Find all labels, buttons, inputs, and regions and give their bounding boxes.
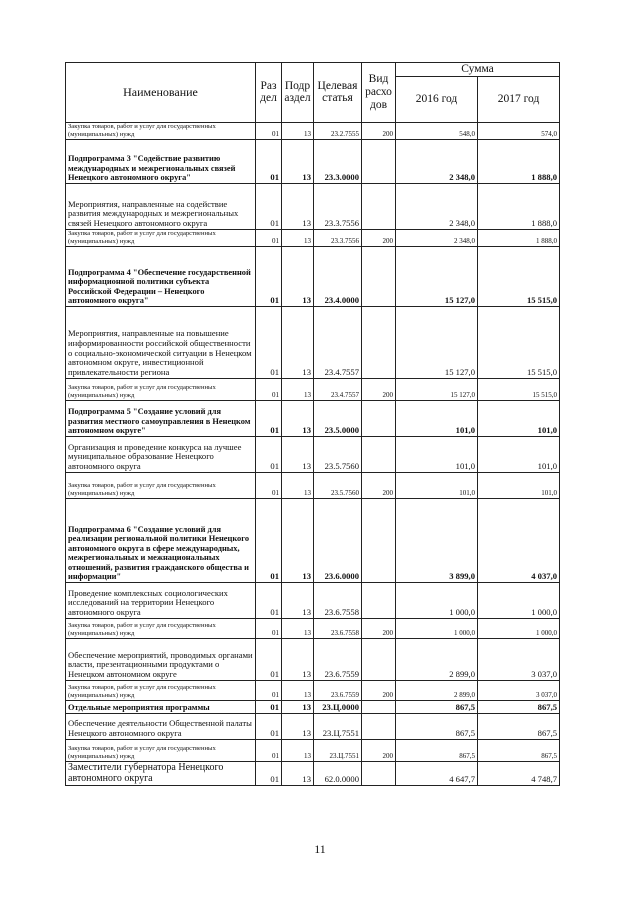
row-vid [362, 498, 396, 582]
table-row [66, 680, 560, 700]
row-target: 23.4.7557 [314, 378, 362, 400]
row-podrazdel: 13 [282, 378, 314, 400]
table-row [66, 229, 560, 246]
row-target: 23.6.7558 [314, 618, 362, 638]
row-sum-2017: 15 515,0 [478, 306, 560, 378]
row-podrazdel: 13 [282, 246, 314, 306]
table-row [66, 618, 560, 638]
row-sum-2017: 101,0 [478, 472, 560, 498]
row-name: Организация и проведение конкурса на лучшее муниципальное образование Ненецкого автономного округа [66, 436, 256, 472]
row-target: 23.Ц.0000 [314, 700, 362, 713]
row-sum-2017: 1 888,0 [478, 139, 560, 183]
row-podrazdel: 13 [282, 713, 314, 739]
row-podrazdel: 13 [282, 183, 314, 229]
row-sum-2017: 4 037,0 [478, 498, 560, 582]
row-razdel: 01 [256, 246, 282, 306]
row-vid: 200 [362, 680, 396, 700]
row-target: 23.5.7560 [314, 436, 362, 472]
row-sum-2017: 101,0 [478, 400, 560, 436]
row-sum-2016: 2 899,0 [396, 638, 478, 680]
row-sum-2016: 867,5 [396, 739, 478, 761]
row-name: Мероприятия, направленные на повышение информированности российской общественности о социально-экономической ситуации в Ненецком автономном округе, инвестиционной привлекательности региона [66, 306, 256, 378]
row-sum-2017: 1 888,0 [478, 183, 560, 229]
table-row [66, 436, 560, 472]
row-vid [362, 638, 396, 680]
row-sum-2016: 1 000,0 [396, 618, 478, 638]
row-target: 23.4.0000 [314, 246, 362, 306]
table-row [66, 246, 560, 306]
row-target: 62.0.0000 [314, 761, 362, 785]
row-target: 23.5.7560 [314, 472, 362, 498]
row-vid [362, 139, 396, 183]
row-name: Закупка товаров, работ и услуг для государственных (муниципальных) нужд [66, 472, 256, 498]
row-target: 23.Ц.7551 [314, 739, 362, 761]
row-podrazdel: 13 [282, 700, 314, 713]
row-sum-2016: 2 348,0 [396, 229, 478, 246]
table-row [66, 498, 560, 582]
row-razdel: 01 [256, 638, 282, 680]
row-sum-2016: 15 127,0 [396, 378, 478, 400]
row-sum-2017: 3 037,0 [478, 638, 560, 680]
header-podrazdel: Подр аздел [282, 63, 314, 123]
row-vid [362, 582, 396, 618]
row-razdel: 01 [256, 436, 282, 472]
row-target: 23.4.7557 [314, 306, 362, 378]
row-podrazdel: 13 [282, 761, 314, 785]
row-sum-2017: 101,0 [478, 436, 560, 472]
row-name: Закупка товаров, работ и услуг для государственных (муниципальных) нужд [66, 680, 256, 700]
row-podrazdel: 13 [282, 638, 314, 680]
row-name: Закупка товаров, работ и услуг для государственных (муниципальных) нужд [66, 618, 256, 638]
row-sum-2016: 101,0 [396, 400, 478, 436]
row-razdel: 01 [256, 378, 282, 400]
row-sum-2017: 15 515,0 [478, 246, 560, 306]
row-name: Подпрограмма 3 "Содействие развитию международных и межрегиональных связей Ненецкого автономного округа" [66, 139, 256, 183]
table-body [66, 122, 560, 785]
row-razdel: 01 [256, 680, 282, 700]
row-vid [362, 436, 396, 472]
row-razdel: 01 [256, 306, 282, 378]
row-target: 23.3.0000 [314, 139, 362, 183]
row-vid [362, 761, 396, 785]
row-podrazdel: 13 [282, 122, 314, 139]
row-name: Обеспечение деятельности Общественной палаты Ненецкого автономного округа [66, 713, 256, 739]
row-name: Заместители губернатора Ненецкого автономного округа [66, 761, 256, 785]
header-name: Наименование [66, 63, 256, 123]
row-target: 23.3.7556 [314, 229, 362, 246]
row-vid: 200 [362, 229, 396, 246]
row-razdel: 01 [256, 761, 282, 785]
row-sum-2016: 15 127,0 [396, 306, 478, 378]
row-name: Отдельные мероприятия программы [66, 700, 256, 713]
table-row [66, 638, 560, 680]
row-name: Подпрограмма 4 "Обеспечение государственной информационной политики субъекта Российской Федерации – Ненецкого автономного округа" [66, 246, 256, 306]
row-sum-2017: 4 748,7 [478, 761, 560, 785]
row-sum-2016: 2 348,0 [396, 139, 478, 183]
page-number: 11 [314, 842, 326, 856]
header-vid: Вид расхо дов [362, 63, 396, 123]
row-vid [362, 713, 396, 739]
table-row [66, 122, 560, 139]
row-razdel: 01 [256, 582, 282, 618]
row-name: Проведение комплексных социологических исследований на территории Ненецкого автономного округа [66, 582, 256, 618]
row-target: 23.6.7558 [314, 582, 362, 618]
table-row [66, 472, 560, 498]
row-sum-2016: 15 127,0 [396, 246, 478, 306]
header-razdel: Раз дел [256, 63, 282, 123]
row-podrazdel: 13 [282, 582, 314, 618]
row-target: 23.5.0000 [314, 400, 362, 436]
row-sum-2016: 2 348,0 [396, 183, 478, 229]
row-podrazdel: 13 [282, 498, 314, 582]
row-name: Подпрограмма 5 "Создание условий для развития местного самоуправления в Ненецком автономном округе" [66, 400, 256, 436]
row-sum-2016: 101,0 [396, 436, 478, 472]
table-row [66, 400, 560, 436]
row-sum-2017: 867,5 [478, 713, 560, 739]
table-row [66, 306, 560, 378]
row-podrazdel: 13 [282, 400, 314, 436]
row-podrazdel: 13 [282, 436, 314, 472]
row-sum-2017: 1 000,0 [478, 618, 560, 638]
row-razdel: 01 [256, 122, 282, 139]
row-sum-2017: 867,5 [478, 700, 560, 713]
budget-table [65, 62, 560, 786]
row-target: 23.2.7555 [314, 122, 362, 139]
table-row [66, 739, 560, 761]
row-podrazdel: 13 [282, 229, 314, 246]
table-row [66, 761, 560, 785]
row-name: Закупка товаров, работ и услуг для государственных (муниципальных) нужд [66, 378, 256, 400]
table-row [66, 183, 560, 229]
row-sum-2016: 548,0 [396, 122, 478, 139]
header-year-2016: 2016 год [396, 76, 478, 122]
row-sum-2017: 15 515,0 [478, 378, 560, 400]
row-razdel: 01 [256, 472, 282, 498]
row-target: 23.6.7559 [314, 680, 362, 700]
row-sum-2017: 1 888,0 [478, 229, 560, 246]
row-name: Подпрограмма 6 "Создание условий для реализации региональной политики Ненецкого автономного округа в сфере международных, межрегиональных и межнациональных отношений, развития гражданского общества и информации" [66, 498, 256, 582]
table-row [66, 713, 560, 739]
header-sum: Сумма [396, 63, 560, 77]
table-row [66, 700, 560, 713]
row-name: Закупка товаров, работ и услуг для государственных (муниципальных) нужд [66, 229, 256, 246]
row-vid: 200 [362, 472, 396, 498]
row-target: 23.6.0000 [314, 498, 362, 582]
row-vid: 200 [362, 618, 396, 638]
row-vid [362, 700, 396, 713]
row-podrazdel: 13 [282, 139, 314, 183]
row-razdel: 01 [256, 713, 282, 739]
row-sum-2016: 2 899,0 [396, 680, 478, 700]
row-target: 23.6.7559 [314, 638, 362, 680]
row-sum-2017: 3 037,0 [478, 680, 560, 700]
row-razdel: 01 [256, 400, 282, 436]
row-name: Закупка товаров, работ и услуг для государственных (муниципальных) нужд [66, 739, 256, 761]
row-name: Мероприятия, направленные на содействие развития международных и межрегиональных связей Ненецкого автономного округа [66, 183, 256, 229]
row-name: Обеспечение мероприятий, проводимых органами власти, презентационными продуктами о Ненецком автономном округе [66, 638, 256, 680]
row-razdel: 01 [256, 700, 282, 713]
row-target: 23.Ц.7551 [314, 713, 362, 739]
row-sum-2016: 1 000,0 [396, 582, 478, 618]
row-sum-2016: 101,0 [396, 472, 478, 498]
row-razdel: 01 [256, 139, 282, 183]
row-sum-2016: 867,5 [396, 700, 478, 713]
row-razdel: 01 [256, 498, 282, 582]
row-vid [362, 306, 396, 378]
row-podrazdel: 13 [282, 618, 314, 638]
row-sum-2017: 574,0 [478, 122, 560, 139]
row-vid: 200 [362, 122, 396, 139]
row-sum-2016: 867,5 [396, 713, 478, 739]
row-podrazdel: 13 [282, 472, 314, 498]
row-vid [362, 246, 396, 306]
row-podrazdel: 13 [282, 680, 314, 700]
row-vid: 200 [362, 739, 396, 761]
table-row [66, 139, 560, 183]
row-razdel: 01 [256, 229, 282, 246]
table-row [66, 582, 560, 618]
row-razdel: 01 [256, 618, 282, 638]
table-row [66, 378, 560, 400]
row-sum-2017: 867,5 [478, 739, 560, 761]
row-vid [362, 183, 396, 229]
row-podrazdel: 13 [282, 739, 314, 761]
row-sum-2016: 3 899,0 [396, 498, 478, 582]
table-header [66, 63, 560, 123]
header-year-2017: 2017 год [478, 76, 560, 122]
row-podrazdel: 13 [282, 306, 314, 378]
header-target: Целевая статья [314, 63, 362, 123]
row-name: Закупка товаров, работ и услуг для государственных (муниципальных) нужд [66, 122, 256, 139]
row-vid [362, 400, 396, 436]
row-sum-2016: 4 647,7 [396, 761, 478, 785]
row-razdel: 01 [256, 739, 282, 761]
row-razdel: 01 [256, 183, 282, 229]
row-sum-2017: 1 000,0 [478, 582, 560, 618]
row-vid: 200 [362, 378, 396, 400]
row-target: 23.3.7556 [314, 183, 362, 229]
